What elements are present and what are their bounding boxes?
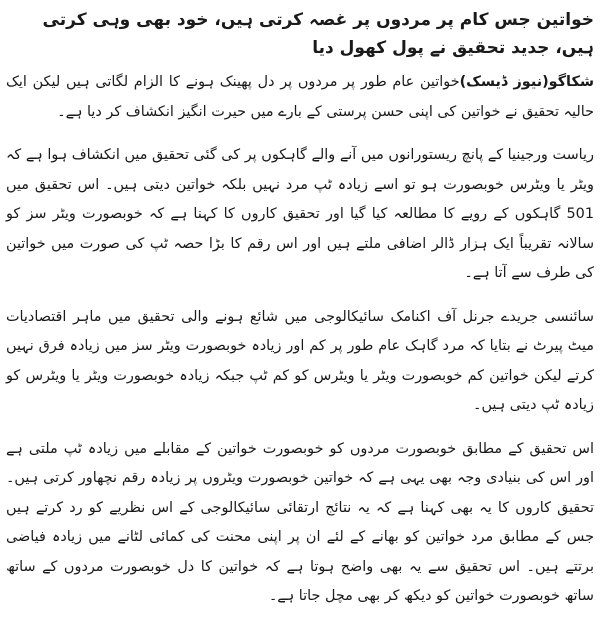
article [6,6,594,626]
article-paragraph-4 [6,435,594,612]
paragraph-text: خواتین عام طور پر مردوں پر دل پھینک ہونے کا الزام لگاتی ہیں لیکن ایک حالیہ تحقیق نے خواتین کی اپنی حسن پرستی کے بارے میں حیرت انگیز انکشاف کر دیا ہے۔ [6,74,594,120]
article-paragraph-1 [6,68,594,127]
paragraph-text: ریاست ورجینیا کے پانچ ریستورانوں میں آنے والے گاہکوں پر کی گئی تحقیق میں انکشاف ہوا ہے کہ ویٹر یا ویٹرس خوبصورت ہو تو اسے زیادہ ٹپ مرد نہیں بلکہ خواتین دیتی ہیں۔ اس تحقیق میں 501 گاہکوں کے رویے کا مطالعہ کیا گیا اور تحقیق کاروں کا کہنا ہے کہ خوبصورت ویٹر سز کو سالانہ تقریباً ایک ہزار ڈالر اضافی ملتے ہیں اور اس رقم کا بڑا حصہ ٹپ کی صورت میں خواتین کی طرف سے آتا ہے۔ [6,147,594,281]
paragraph-text: اس تحقیق کے مطابق خوبصورت مردوں کو خوبصورت خواتین کے مقابلے میں زیادہ ٹپ ملتی ہے اور اس کی بنیادی وجہ بھی یہی ہے کہ خواتین خوبصورت ویٹروں پر زیادہ رقم نچھاور کرتی ہیں۔ تحقیق کاروں کا یہ بھی کہنا ہے کہ یہ نتائج ارتقائی سائیکالوجی کے اس نظریے کو رد کرتے ہیں جس کے مطابق مرد خواتین کو بھانے کے لئے ان پر اپنی محنت کی کمائی لٹانے میں زیادہ فیاضی برتتے ہیں۔ اس تحقیق سے یہ بھی واضح ہوتا ہے کہ خواتین کا دل خوبصورت مردوں کے ساتھ ساتھ خوبصورت خواتین کو دیکھ کر بھی مچل جاتا ہے۔ [6,440,594,604]
article-paragraph-2 [6,141,594,289]
dateline: شکاگو(نیوز ڈیسک) [459,74,594,90]
article-headline: خواتین جس کام پر مردوں پر غصہ کرتی ہیں، خود بھی وہی کرتی ہیں، جدید تحقیق نے پول کھول دیا [42,10,594,58]
article-paragraph-3 [6,303,594,421]
paragraph-text: سائنسی جریدے جرنل آف اکنامک سائیکالوجی میں شائع ہونے والی تحقیق میں ماہر اقتصادیات میٹ پیرٹ نے بتایا کہ مرد گاہک عام طور پر کم اور زیادہ خوبصورت ویٹر سز میں زیادہ فرق نہیں کرتے لیکن خواتین کم خوبصورت ویٹر یا ویٹرس کو کم ٹپ جبکہ زیادہ خوبصورت ویٹر یا ویٹرس کو زیادہ ٹپ دیتی ہیں۔ [6,308,594,413]
